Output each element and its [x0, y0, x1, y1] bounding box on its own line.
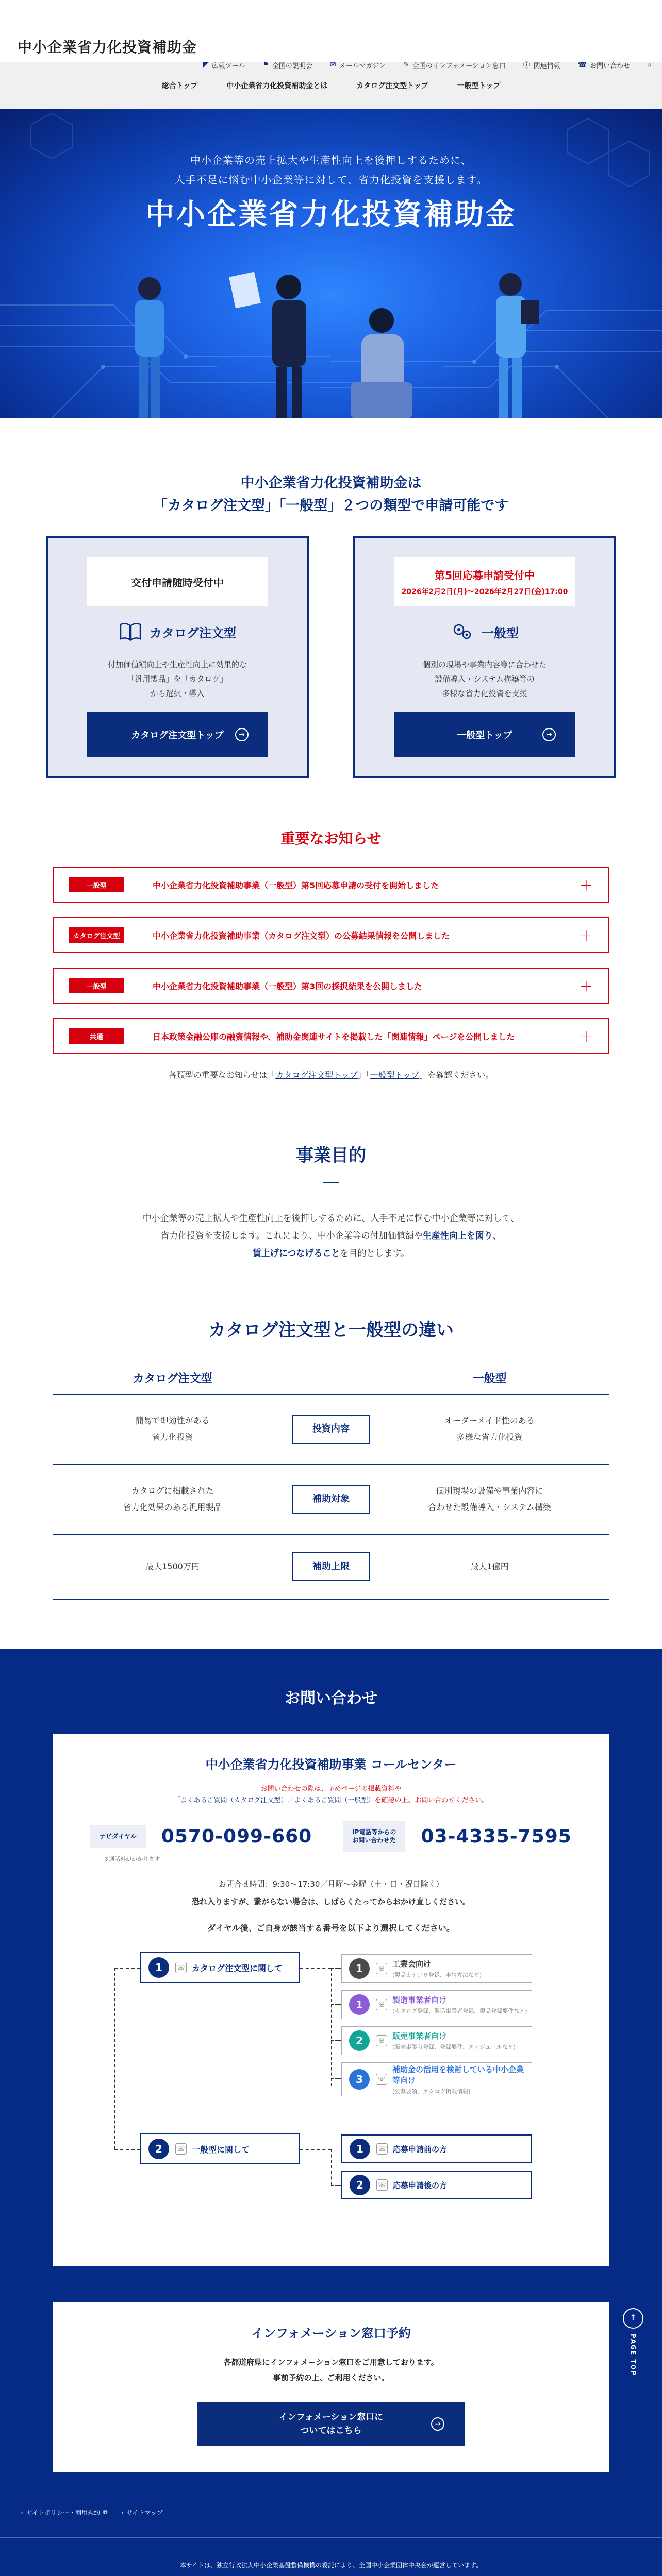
catalog-desc-line3: から選択・導入: [150, 689, 205, 698]
hero-title: 中小企業省力化投資補助金: [145, 198, 517, 231]
cell-line: オーダーメイド性のある: [444, 1416, 535, 1426]
head-catalog: カタログ注文型: [133, 1372, 212, 1385]
book-icon: [119, 621, 142, 642]
phone-numbers: [53, 1821, 609, 1852]
purpose-line1: 中小企業等の売上拡大や生産性向上を後押しするために、人手不足に悩む中小企業等に対して、: [142, 1213, 520, 1224]
news-heading: 重要なお知らせ: [280, 830, 382, 847]
sub-text: [392, 2064, 526, 2095]
dial-sub-before-apply: [341, 2134, 532, 2163]
pin-icon: ✎: [403, 61, 409, 69]
catalog-card: [46, 536, 309, 778]
footer-operator-note: 本サイトは、独立行政法人中小企業基盤整備機構の委託により、全国中小企業団体中央会が運営しています。: [179, 2562, 483, 2569]
general-card-title-text: 一般型: [482, 625, 519, 640]
footer-divider: [0, 2537, 662, 2538]
faq-general-link[interactable]: よくあるご質問（一般型）: [294, 1797, 375, 1804]
option-number: 2: [349, 2030, 370, 2051]
call-fee-note: ※通話料がかかります: [104, 1856, 160, 1862]
sub-detail: (公募要領、カタログ掲載情報): [392, 2088, 471, 2095]
hero-banner: [0, 109, 662, 418]
sub-main: 製造事業者向け: [392, 1995, 447, 2005]
contact-section: [0, 1649, 662, 2576]
purpose-emphasis: 賃上げにつなげること: [252, 1248, 340, 1259]
sub-text: [392, 1958, 482, 1979]
ip-dial-number[interactable]: 03-4335-7595: [421, 1825, 572, 1847]
gnav-top[interactable]: 総合トップ: [161, 82, 198, 90]
footer-link-label: サイトマップ: [126, 2509, 163, 2516]
info-icon: ⓘ: [523, 61, 531, 70]
purpose-text: [0, 1210, 662, 1262]
catalog-status-badge: [87, 557, 268, 606]
search-button[interactable]: [648, 60, 652, 70]
row-general-cell: [370, 1413, 609, 1446]
mail-icon: ✉: [329, 61, 336, 69]
info-desk-text: [53, 2354, 609, 2385]
news-text: 日本政策金融公庫の融資情報や、補助金関連サイトを掲載した「関連情報」ページを公開しました: [153, 1031, 515, 1042]
util-contact[interactable]: [578, 60, 630, 70]
row-catalog-cell: [53, 1483, 292, 1516]
sub-text: [392, 1994, 527, 2015]
dial-option-catalog: [140, 1952, 300, 1983]
ip-label-line: IP電話等からの: [352, 1828, 396, 1836]
footer-link-sitemap[interactable]: › サイトマップ: [121, 2509, 163, 2516]
news-tag: カタログ注文型: [69, 927, 124, 943]
search-icon: ⌕: [648, 61, 652, 69]
info-btn-line: インフォメーション窓口に: [278, 2412, 384, 2422]
site-header: [0, 0, 662, 70]
dial-sub-after-apply: [341, 2171, 532, 2199]
info-line: 各都道府県にインフォメーション窓口をご用意しております。: [223, 2358, 439, 2367]
util-label: 広報ツール: [211, 62, 245, 70]
util-label: メールマガジン: [339, 62, 386, 70]
heading-divider: [323, 1182, 339, 1183]
phone-keypad-icon: ☏: [175, 1962, 187, 1973]
util-publicity[interactable]: [203, 60, 245, 70]
tree-connector: [331, 2004, 341, 2005]
general-card: [353, 536, 616, 778]
cell-line: 最大1500万円: [145, 1562, 200, 1571]
util-seminar[interactable]: [262, 60, 312, 70]
row-label: 投資内容: [292, 1415, 370, 1444]
sub-main: 補助金の活用を検討している中小企業等向け: [392, 2064, 524, 2085]
hours-line: 恐れ入りますが、繋がらない場合は、しばらくたってからおかけ直しください。: [191, 1897, 470, 1906]
catalog-status-text: 交付申請随時受付中: [131, 577, 224, 589]
note-text: 各類型の重要なお知らせは「: [168, 1070, 276, 1080]
row-label: 補助上限: [292, 1552, 370, 1581]
cell-line: 多様な省力化投資: [456, 1432, 523, 1442]
util-label: 全国の説明会: [272, 62, 312, 70]
news-item[interactable]: [53, 917, 609, 953]
general-status-text: 第5回応募申請受付中: [435, 569, 535, 582]
ip-label-line: お問い合わせ先: [352, 1837, 396, 1844]
info-btn-label: [279, 2411, 383, 2437]
option-label: カタログ注文型に関して: [192, 1963, 283, 1973]
info-desk-button[interactable]: [197, 2402, 465, 2446]
gnav-catalog[interactable]: カタログ注文型トップ: [356, 82, 428, 90]
sub-text: [393, 2180, 447, 2191]
general-desc-line1: 個別の現場や事業内容等に合わせた: [422, 660, 547, 669]
general-card-desc: [376, 657, 593, 701]
difference-row: [53, 1465, 609, 1535]
caution-line: 「よくあるご質問（カタログ注文型）／よくあるご質問（一般型）を確認の上、お問い合わせください。: [173, 1797, 489, 1804]
news-text: 中小企業省力化投資補助事業（一般型）第5回応募申請の受付を開始しました: [153, 880, 439, 890]
cell-line: カタログに掲載された: [131, 1486, 214, 1496]
footer-link-label: サイトポリシー・利用規約: [26, 2509, 100, 2516]
dial-sub-dealer: [341, 2026, 532, 2055]
row-general-cell: [370, 1483, 609, 1516]
types-heading-line1: 中小企業省力化投資補助金は: [240, 475, 422, 491]
gnav-about[interactable]: 中小企業省力化投資補助金とは: [226, 82, 328, 90]
option-number: 1: [350, 2139, 370, 2159]
hero-lead: [0, 150, 662, 190]
difference-table: [53, 1362, 609, 1600]
row-general-cell: [370, 1558, 609, 1575]
row-catalog-cell: [53, 1558, 292, 1575]
dial-tree: [53, 1947, 609, 2235]
sub-main: 応募申請後の方: [393, 2180, 448, 2190]
arrow-up-icon: ↑: [623, 2308, 643, 2329]
sub-main: 販売事業者向け: [392, 2031, 447, 2041]
phone-keypad-icon: ☏: [376, 1999, 387, 2010]
general-card-title: [355, 621, 614, 642]
tree-connector: [114, 2149, 140, 2150]
type-cards: [0, 536, 662, 778]
cell-line: 省力化効果のある汎用製品: [123, 1502, 222, 1512]
news-note: [0, 1069, 662, 1080]
cell-line: 個別現場の設備や事業内容に: [436, 1486, 543, 1496]
info-desk-title: インフォメーション窓口予約: [251, 2326, 411, 2341]
cell-line: 省力化投資: [152, 1432, 193, 1442]
sub-detail: (製品カテゴリ登録、申請方法など): [392, 1972, 482, 1978]
call-center-title: 中小企業省力化投資補助事業 コールセンター: [205, 1757, 457, 1772]
general-top-button-label: 一般型トップ: [457, 730, 512, 741]
general-status-period: 2026年2月2日(月)〜2026年2月27日(金)17:00: [401, 588, 568, 596]
option-number: 2: [148, 2139, 169, 2159]
row-catalog-cell: [53, 1413, 292, 1446]
news-item[interactable]: [53, 867, 609, 903]
util-info-desk[interactable]: [403, 60, 506, 70]
general-top-button[interactable]: [394, 712, 575, 757]
hero-lead-line1: 中小企業等の売上拡大や生産性向上を後押しするために、: [190, 154, 472, 166]
contact-hours: [53, 1875, 609, 1910]
dial-sub-sme: [341, 2062, 532, 2096]
sub-text: [392, 2030, 516, 2051]
tree-connector: [300, 2149, 331, 2150]
row-label: 補助対象: [292, 1485, 370, 1514]
tree-connector: [331, 2185, 341, 2186]
note-general-link[interactable]: 一般型トップ: [370, 1070, 420, 1080]
gnav-general[interactable]: 一般型トップ: [457, 82, 501, 90]
tree-connector: [331, 2040, 341, 2041]
footer-links: [21, 2508, 662, 2517]
faq-catalog-link[interactable]: 「よくあるご質問（カタログ注文型）: [173, 1797, 288, 1804]
important-news: [0, 827, 662, 1080]
news-list: [53, 867, 609, 1054]
news-text: 中小企業省力化投資補助事業（カタログ注文型）の公募結果情報を公開しました: [153, 930, 450, 941]
news-tag: 一般型: [69, 877, 124, 892]
note-text: 」「: [357, 1070, 370, 1080]
caution-text: を確認の上、お問い合わせください。: [374, 1797, 489, 1804]
tree-connector: [331, 2078, 341, 2079]
general-desc-line2: 設備導入・システム構築等の: [435, 674, 535, 684]
tree-connector: [331, 2149, 332, 2185]
sub-main: 工業会向け: [392, 1959, 432, 1969]
news-tag: 一般型: [69, 978, 124, 993]
sub-text: [393, 2144, 447, 2155]
info-desk-box: [53, 2302, 609, 2472]
plus-icon: ＋: [579, 1029, 593, 1045]
navi-dial-label: ナビダイヤル: [90, 1825, 146, 1848]
types-section: [0, 418, 662, 778]
catalog-card-desc: [69, 657, 286, 701]
note-catalog-link[interactable]: カタログ注文型トップ: [275, 1070, 358, 1080]
util-related[interactable]: [523, 60, 560, 70]
util-mailmag[interactable]: [330, 60, 386, 70]
tree-connector: [331, 1968, 332, 2086]
footer-link-policy[interactable]: › サイトポリシー・利用規約 ⧉: [21, 2509, 108, 2516]
plus-icon: ＋: [579, 979, 593, 995]
navi-dial-number[interactable]: 0570-099-660: [161, 1825, 312, 1847]
gears-icon: [451, 621, 474, 642]
contact-caution: [53, 1784, 609, 1806]
business-people-illustration: [0, 264, 662, 418]
types-heading-line2: 「カタログ注文型」「一般型」２つの類型で申請可能です: [153, 498, 509, 514]
util-label: 関連情報: [533, 62, 560, 70]
arrow-right-icon: →: [235, 728, 249, 741]
general-status-badge: [394, 557, 575, 606]
purpose-line3: を目的とします。: [340, 1248, 410, 1259]
difference-row: [53, 1535, 609, 1600]
call-center-box: [53, 1734, 609, 2266]
arrow-right-icon: →: [431, 2417, 444, 2431]
option-number: 1: [349, 1958, 370, 1979]
ip-dial: [343, 1821, 572, 1852]
ip-dial-label: [343, 1821, 405, 1852]
purpose-line2: 省力化投資を支援します。これにより、中小企業等の付加価値額や: [160, 1231, 423, 1241]
catalog-desc-line1: 付加価値額向上や生産性向上に効果的な: [107, 660, 247, 669]
dial-sub-industry: [341, 1954, 532, 1983]
purpose-section: [0, 1141, 662, 1262]
cell-line: 最大1億円: [470, 1562, 509, 1571]
news-item[interactable]: [53, 1018, 609, 1054]
contact-heading: お問い合わせ: [285, 1689, 377, 1707]
catalog-desc-line2: 「汎用製品」を「カタログ」: [127, 674, 228, 684]
flag-icon: ⚑: [262, 61, 269, 69]
sub-main: 応募申請前の方: [393, 2144, 448, 2154]
site-logo[interactable]: 中小企業省力化投資補助金: [18, 39, 197, 56]
tree-connector: [114, 1968, 140, 1969]
dial-instructions: ダイヤル後、ご自身が該当する番号を以下より選択してください。: [207, 1923, 455, 1933]
news-text: 中小企業省力化投資補助事業（一般型）第3回の採択結果を公開しました: [153, 981, 423, 991]
phone-keypad-icon: ☏: [376, 2179, 388, 2191]
general-desc-line3: 多様な省力化投資を支援: [442, 689, 527, 698]
tree-connector: [114, 1968, 115, 2149]
dial-option-general: [140, 2133, 300, 2164]
dial-sub-manufacturer: [341, 1990, 532, 2019]
news-tag: 共通: [69, 1028, 124, 1044]
difference-heading: カタログ注文型と一般型の違い: [208, 1320, 454, 1341]
sub-detail: (カタログ登録、製造事業者登録、製品登録要件など): [392, 2008, 527, 2014]
info-line: 事前予約の上、ご利用ください。: [273, 2373, 389, 2382]
option-label: 一般型に関して: [192, 2144, 250, 2155]
difference-row: [53, 1395, 609, 1465]
plus-icon: ＋: [579, 878, 593, 894]
option-number: 2: [350, 2175, 370, 2195]
catalog-card-title: [48, 621, 307, 642]
footer-copyright: [0, 2574, 662, 2576]
sub-detail: (販売事業者登録、登録要件、スケジュールなど): [392, 2044, 516, 2050]
utility-nav: [203, 60, 652, 70]
arrow-right-icon: →: [542, 728, 556, 741]
external-link-icon: ⧉: [103, 2509, 108, 2516]
types-heading: [0, 472, 662, 517]
util-label: 全国のインフォメーション窓口: [412, 62, 506, 70]
back-to-top-button[interactable]: [623, 2308, 643, 2376]
hours-line: お問合せ時間：9:30〜17:30／月曜〜金曜（土・日・祝日除く）: [218, 1879, 444, 1889]
megaphone-icon: ◤: [203, 61, 209, 69]
tree-connector: [331, 1968, 341, 1969]
catalog-top-button-label: カタログ注文型トップ: [131, 730, 224, 741]
phone-keypad-icon: ☏: [175, 2143, 187, 2155]
back-to-top-label: PAGE TOP: [630, 2334, 637, 2377]
util-label: お問い合わせ: [590, 62, 631, 70]
hero-lead-line2: 人手不足に悩む中小企業等に対して、省力化投資を支援します。: [174, 174, 488, 186]
option-number: 1: [349, 1994, 370, 2015]
info-btn-line: ついてはこちら: [300, 2426, 362, 2436]
cell-line: 合わせた設備導入・システム構築: [428, 1502, 551, 1512]
cell-line: 簡易で即効性がある: [135, 1416, 210, 1426]
head-general: 一般型: [472, 1372, 507, 1385]
phone-keypad-icon: ☏: [376, 1963, 387, 1974]
difference-head: [53, 1362, 609, 1395]
tree-connector: [300, 1968, 331, 1969]
phone-keypad-icon: ☏: [376, 2074, 387, 2085]
purpose-heading: 事業目的: [296, 1145, 366, 1166]
catalog-card-title-text: カタログ注文型: [150, 625, 236, 640]
purpose-emphasis: 生産性向上を図り、: [422, 1231, 502, 1241]
phone-keypad-icon: ☏: [376, 2143, 388, 2155]
navi-dial: [90, 1821, 312, 1852]
plus-icon: ＋: [579, 928, 593, 944]
note-text: 」を確認ください。: [419, 1070, 494, 1080]
option-number: 3: [349, 2069, 370, 2090]
news-item[interactable]: [53, 968, 609, 1004]
phone-keypad-icon: ☏: [376, 2035, 387, 2046]
caution-line: お問い合わせの際は、予めページの掲載資料や: [260, 1785, 402, 1793]
difference-section: [0, 1316, 662, 1600]
option-number: 1: [148, 1957, 169, 1978]
phone-icon: ☎: [577, 61, 587, 69]
catalog-top-button[interactable]: [87, 712, 268, 757]
